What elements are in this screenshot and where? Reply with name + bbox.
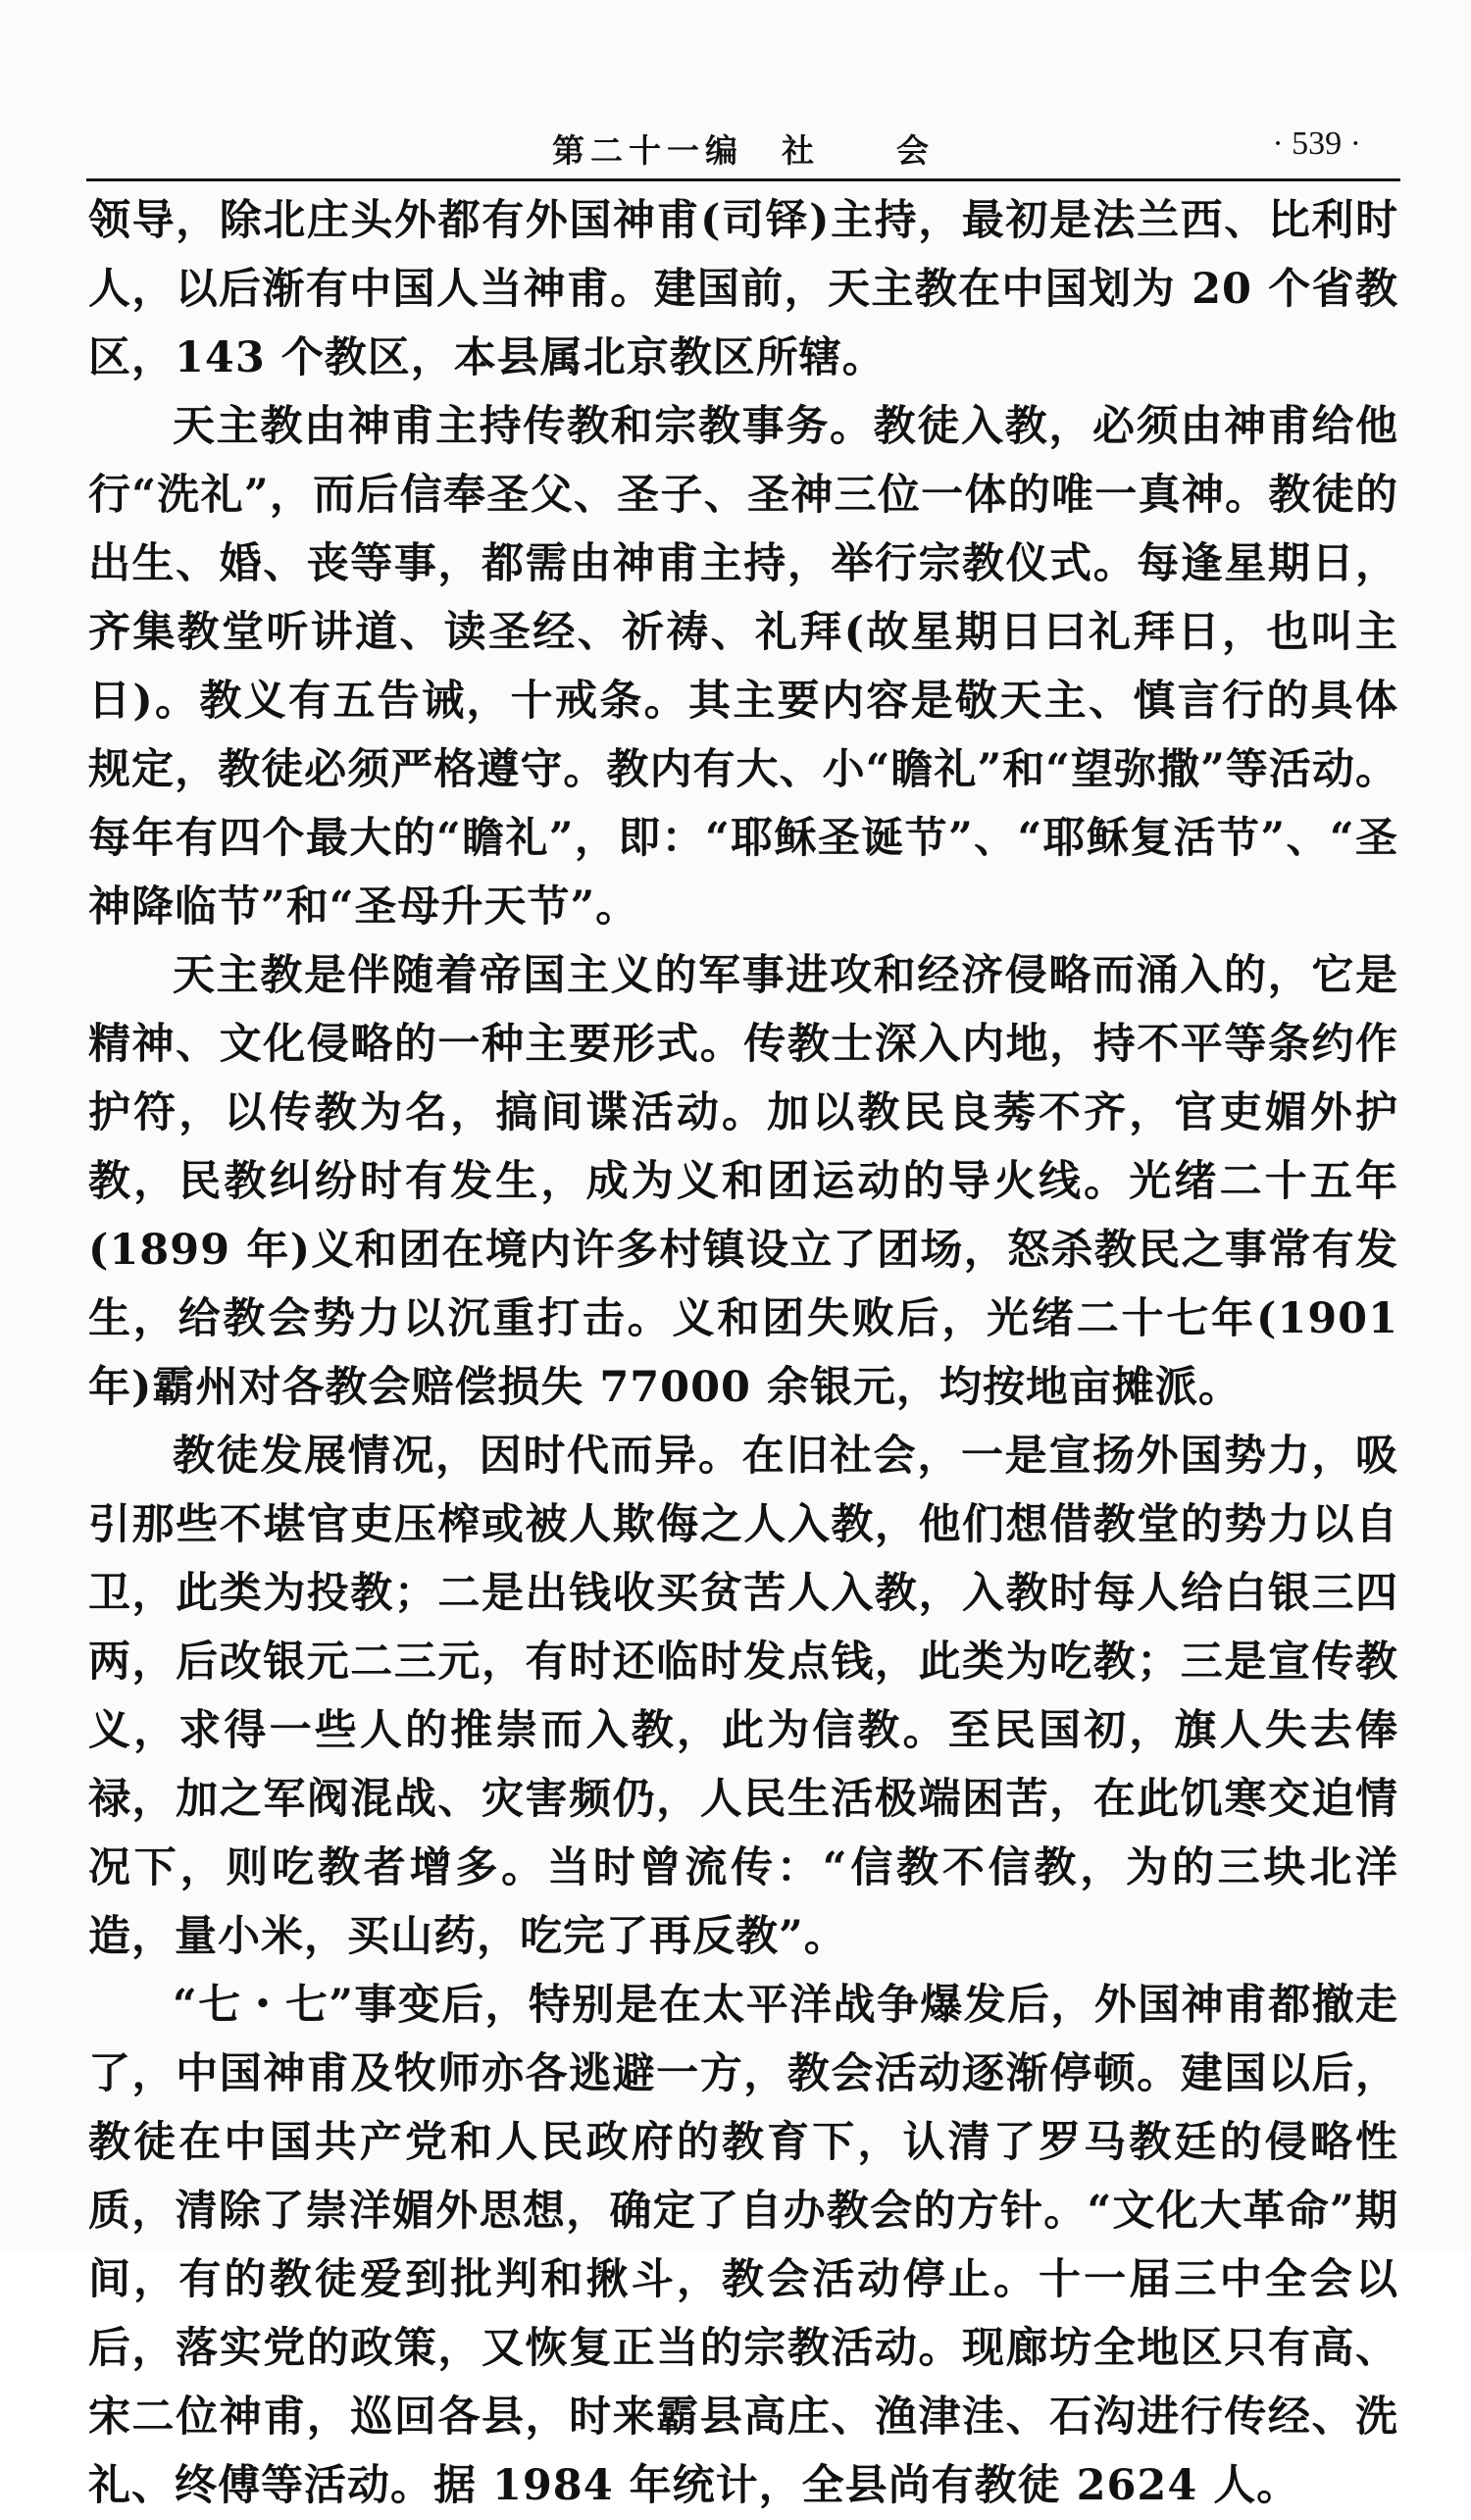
paragraph-catholic-history: 天主教是伴随着帝国主义的军事进攻和经济侵略而涌入的，它是精神、文化侵略的一种主要形式。传教士深入内地，持不平等条约作护符，以传教为名，搞间谍活动。加以教民良莠不齐，官吏媚外护教，民教纠纷时有发生，成为义和团运动的导火线。光绪二十五年(1899 年)义和团在境内许多村镇设立了团场，怒杀教民之事常有发生，给教会势力以沉重打击。义和团失败后，光绪二十七年(1901 年)霸州对各教会赔偿损失 77000 余银元，均按地亩摊派。 <box>88 951 1398 1412</box>
header-rule <box>86 178 1400 181</box>
paragraph-catholic-practice: 天主教由神甫主持传教和宗教事务。教徒入教，必须由神甫给他行“洗礼”，而后信奉圣父、圣子、圣神三位一体的唯一真神。教徒的出生、婚、丧等事，都需由神甫主持，举行宗教仪式。每逢星期日，齐集教堂听讲道、读圣经、祈祷、礼拜(故星期日曰礼拜日，也叫主日)。教义有五告诫，十戒条。其主要内容是敬天主、慎言行的具体规定，教徒必须严格遵守。教内有大、小“瞻礼”和“望弥撒”等活动。每年有四个最大的“瞻礼”，即：“耶稣圣诞节”、“耶稣复活节”、“圣神降临节”和“圣母升天节”。 <box>88 402 1398 932</box>
chapter-title: 第二十一编 社 会 <box>552 131 935 170</box>
paragraph-believer-development: 教徒发展情况，因时代而异。在旧社会，一是宣扬外国势力，吸引那些不堪官吏压榨或被人欺侮之人入教，他们想借教堂的势力以自卫，此类为投教；二是出钱收买贫苦人入教，入教时每人给白银三四两，后改银元二三元，有时还临时发点钱，此类为吃教；三是宣传教义，求得一些人的推崇而入教，此为信教。至民国初，旗人失去俸禄，加之军阀混战、灾害频仍，人民生活极端困苦，在此饥寒交迫情况下，则吃教者增多。当时曾流传：“信教不信教，为的三块北洋造，量小米，买山药，吃完了再反教”。 <box>88 1432 1398 1961</box>
paragraph-post-war: “七・七”事变后，特别是在太平洋战争爆发后，外国神甫都撤走了，中国神甫及牧师亦各逃避一方，教会活动逐渐停顿。建国以后，教徒在中国共产党和人民政府的教育下，认清了罗马教廷的侵略性质，清除了崇洋媚外思想，确定了自办教会的方针。“文化大革命”期间，有的教徒爱到批判和揪斗，教会活动停止。十一届三中全会以后，落实党的政策，又恢复正当的宗教活动。现廊坊全地区只有高、宋二位神甫，巡回各县，时来霸县高庄、渔津洼、石沟进行传经、洗礼、终傅等活动。据 1984 年统计，全县尚有教徒 2624 人。 <box>88 1981 1398 2510</box>
body-text <box>88 186 1398 2520</box>
paragraph-continued: 领导，除北庄头外都有外国神甫(司铎)主持，最初是法兰西、比利时人，以后渐有中国人当神甫。建国前，天主教在中国划为 20 个省教区，143 个教区，本县属北京教区所辖。 <box>88 196 1398 382</box>
running-header <box>86 126 1400 175</box>
page-number: · 539 · <box>1272 126 1361 162</box>
